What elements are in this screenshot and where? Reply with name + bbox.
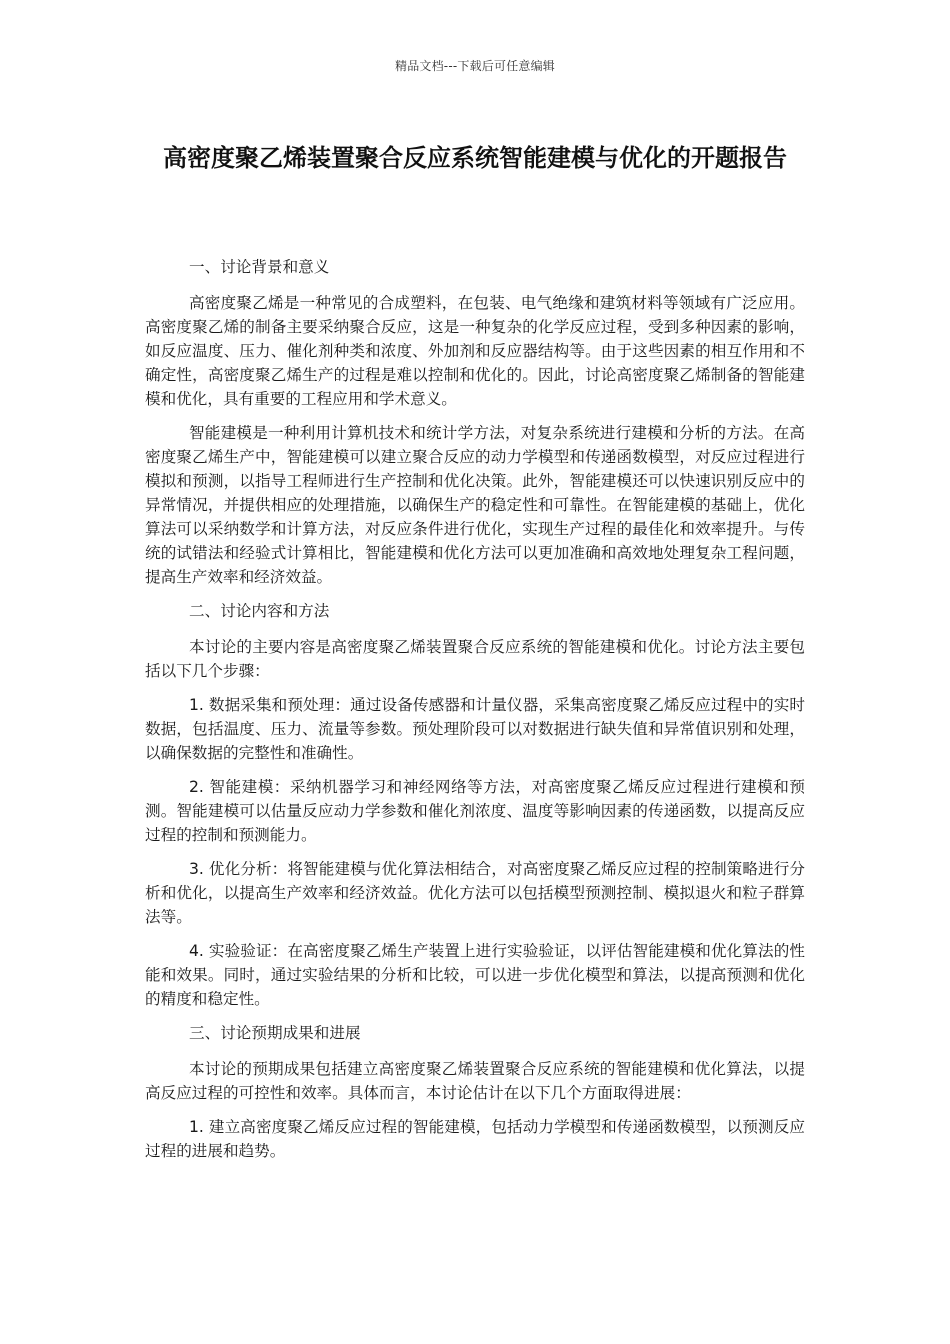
paragraph-step-3: 3. 优化分析：将智能建模与优化算法相结合，对高密度聚乙烯反应过程的控制策略进行分析和优化，以提高生产效率和经济效益。优化方法可以包括模型预测控制、模拟退火和粒子群算法等。 [145,860,805,926]
paragraph-step-1: 1. 数据采集和预处理：通过设备传感器和计量仪器，采集高密度聚乙烯反应过程中的实时数据，包括温度、压力、流量等参数。预处理阶段可以对数据进行缺失值和异常值识别和处理，以确保数据的完整性和准确性。 [145,696,805,762]
paragraph-background-2: 智能建模是一种利用计算机技术和统计学方法，对复杂系统进行建模和分析的方法。在高密度聚乙烯生产中，智能建模可以建立聚合反应的动力学模型和传递函数模型，对反应过程进行模拟和预测，以指导工程师进行生产控制和优化决策。此外，智能建模还可以快速识别反应中的异常情况，并提供相应的处理措施，以确保生产的稳定性和可靠性。在智能建模的基础上，优化算法可以采纳数学和计算方法，对反应条件进行优化，实现生产过程的最佳化和效率提升。与传统的试错法和经验式计算相比，智能建模和优化方法可以更加准确和高效地处理复杂工程问题，提高生产效率和经济效益。 [145,424,805,586]
document-body [145,255,805,1173]
paragraph-background-1: 高密度聚乙烯是一种常见的合成塑料，在包装、电气绝缘和建筑材料等领域有广泛应用。高密度聚乙烯的制备主要采纳聚合反应，这是一种复杂的化学反应过程，受到多种因素的影响，如反应温度、压力、催化剂种类和浓度、外加剂和反应器结构等。由于这些因素的相互作用和不确定性，高密度聚乙烯生产的过程是难以控制和优化的。因此，讨论高密度聚乙烯制备的智能建模和优化，具有重要的工程应用和学术意义。 [145,294,805,408]
paragraph-expected-intro: 本讨论的预期成果包括建立高密度聚乙烯装置聚合反应系统的智能建模和优化算法，以提高反应过程的可控性和效率。具体而言，本讨论估计在以下几个方面取得进展： [145,1060,805,1102]
document-title: 高密度聚乙烯装置聚合反应系统智能建模与优化的开题报告 [163,144,787,172]
header-note: 精品文档---下载后可任意编辑 [395,59,555,73]
paragraph-expected-1: 1. 建立高密度聚乙烯反应过程的智能建模，包括动力学模型和传递函数模型，以预测反应过程的进展和趋势。 [145,1118,805,1160]
paragraph-step-4: 4. 实验验证：在高密度聚乙烯生产装置上进行实验验证，以评估智能建模和优化算法的性能和效果。同时，通过实验结果的分析和比较，可以进一步优化模型和算法，以提高预测和优化的精度和稳定性。 [145,942,805,1008]
section-heading-expected-results: 三、讨论预期成果和进展 [189,1024,361,1042]
section-heading-background: 一、讨论背景和意义 [189,258,330,276]
section-heading-content-methods: 二、讨论内容和方法 [189,602,330,620]
paragraph-content-intro: 本讨论的主要内容是高密度聚乙烯装置聚合反应系统的智能建模和优化。讨论方法主要包括以下几个步骤： [145,638,805,680]
paragraph-step-2: 2. 智能建模：采纳机器学习和神经网络等方法，对高密度聚乙烯反应过程进行建模和预测。智能建模可以估量反应动力学参数和催化剂浓度、温度等影响因素的传递函数，以提高反应过程的控制和预测能力。 [145,778,805,844]
